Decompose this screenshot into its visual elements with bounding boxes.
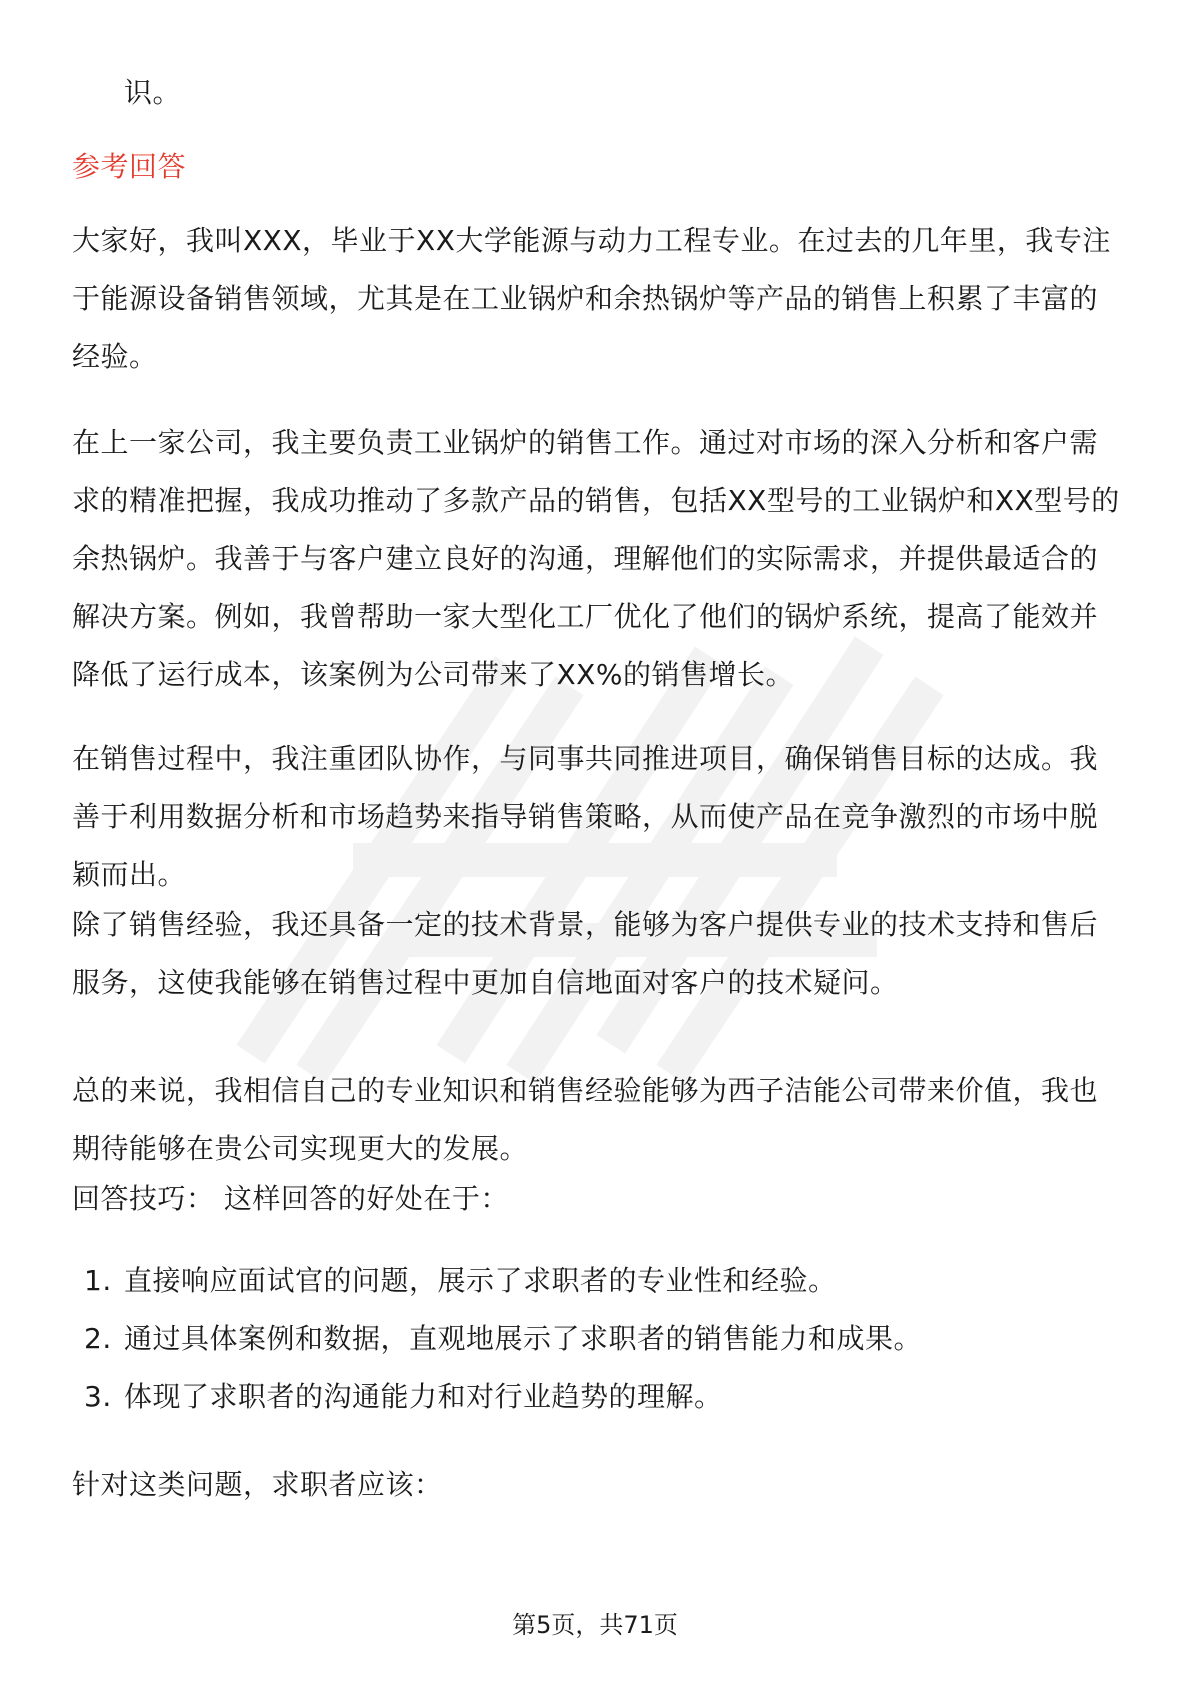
list-number: 3. xyxy=(84,1380,112,1413)
tips-intro: 回答技巧： 这样回答的好处在于： xyxy=(72,1182,509,1215)
tips-list xyxy=(84,1252,922,1426)
answer-paragraph: 总的来说，我相信自己的专业知识和销售经验能够为西子洁能公司带来价值，我也期待能够在贵公司实现更大的发展。 xyxy=(72,1074,1099,1165)
list-item xyxy=(84,1252,922,1310)
closing-text: 针对这类问题，求职者应该： xyxy=(72,1468,443,1501)
list-item-text: 体现了求职者的沟通能力和对行业趋势的理解。 xyxy=(124,1380,723,1413)
answer-paragraph: 在上一家公司，我主要负责工业锅炉的销售工作。通过对市场的深入分析和客户需求的精准把握，我成功推动了多款产品的销售，包括XX型号的工业锅炉和XX型号的余热锅炉。我善于与客户建立良好的沟通，理解他们的实际需求，并提供最适合的解决方案。例如，我曾帮助一家大型化工厂优化了他们的锅炉系统，提高了能效并降低了运行成本，该案例为公司带来了XX%的销售增长。 xyxy=(72,426,1120,691)
list-number: 1. xyxy=(84,1264,112,1297)
list-item xyxy=(84,1368,922,1426)
continuation-text: 识。 xyxy=(124,76,182,109)
list-item-text: 通过具体案例和数据，直观地展示了求职者的销售能力和成果。 xyxy=(124,1322,923,1355)
list-number: 2. xyxy=(84,1322,112,1355)
answer-paragraph: 大家好，我叫XXX，毕业于XX大学能源与动力工程专业。在过去的几年里，我专注于能源设备销售领域，尤其是在工业锅炉和余热锅炉等产品的销售上积累了丰富的经验。 xyxy=(72,224,1111,373)
list-item-text: 直接响应面试官的问题，展示了求职者的专业性和经验。 xyxy=(124,1264,837,1297)
answer-paragraph: 除了销售经验，我还具备一定的技术背景，能够为客户提供专业的技术支持和售后服务，这使我能够在销售过程中更加自信地面对客户的技术疑问。 xyxy=(72,908,1099,999)
list-item xyxy=(84,1310,922,1368)
answer-paragraph: 在销售过程中，我注重团队协作，与同事共同推进项目，确保销售目标的达成。我善于利用数据分析和市场趋势来指导销售策略，从而使产品在竞争激烈的市场中脱颖而出。 xyxy=(72,742,1099,891)
page-footer: 第5页，共71页 xyxy=(512,1611,678,1639)
section-heading: 参考回答 xyxy=(72,150,187,183)
